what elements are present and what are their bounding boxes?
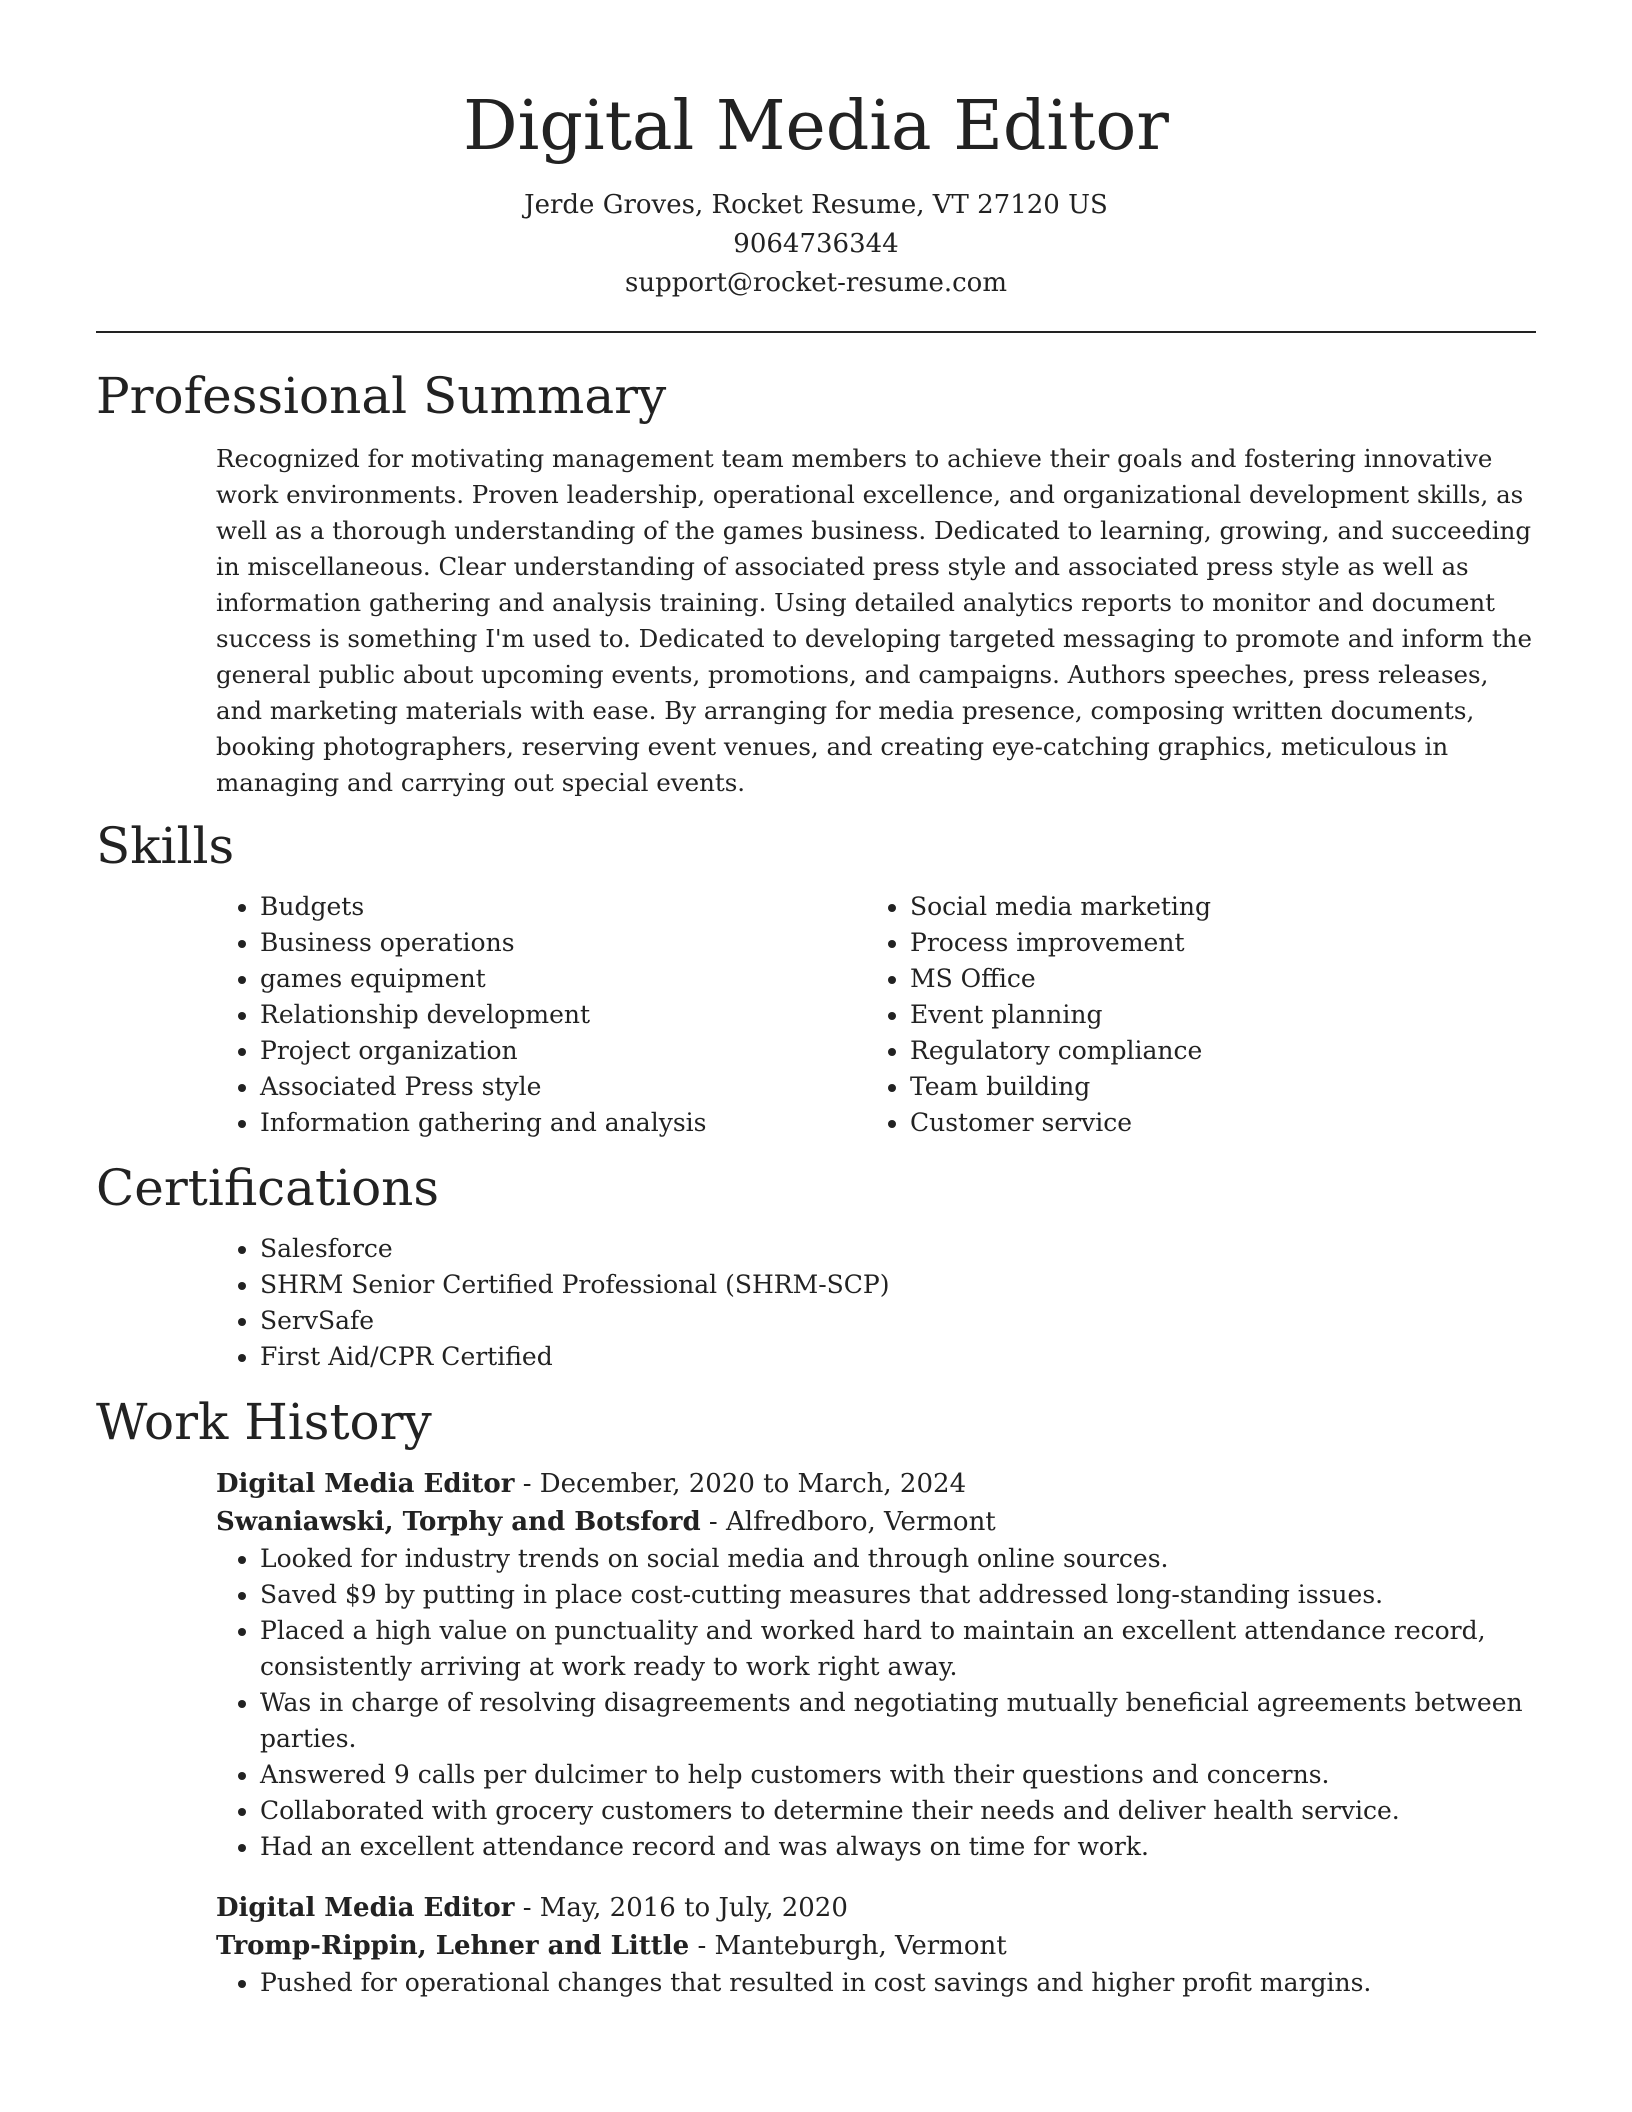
- job-title: Digital Media Editor: [216, 1893, 515, 1923]
- contact-block: [96, 186, 1536, 303]
- skills-heading: Skills: [96, 817, 235, 875]
- job-bullet: • Was in charge of resolving disagreements and negotiating mutually beneficial agreements between parties.: [260, 1685, 1536, 1757]
- job-dates: - December, 2020 to March, 2024: [514, 1469, 967, 1499]
- job-bullet: • Saved $9 by putting in place cost-cutting measures that addressed long-standing issues.: [260, 1577, 1536, 1613]
- certification-item: • First Aid/CPR Certified: [260, 1339, 1536, 1375]
- resume-name: Digital Media Editor: [463, 87, 1169, 166]
- certification-item: • ServSafe: [260, 1303, 1536, 1339]
- skills-section: [96, 813, 1536, 1141]
- work-history-section: [96, 1389, 1536, 2001]
- job-company: Swaniawski, Torphy and Botsford: [216, 1507, 701, 1537]
- skill-item: • games equipment: [260, 961, 746, 997]
- skill-item: • Event planning: [910, 997, 1396, 1033]
- contact-email: support@rocket-resume.com: [624, 268, 1007, 298]
- summary-section: [96, 363, 1536, 801]
- job-entry: [96, 1889, 1536, 2001]
- certifications-section: [96, 1155, 1536, 1375]
- skill-item: • Budgets: [260, 889, 746, 925]
- skill-item: • Relationship development: [260, 997, 746, 1033]
- summary-heading: Professional Summary: [96, 367, 667, 425]
- certification-item: • SHRM Senior Certified Professional (SHRM-SCP): [260, 1267, 1536, 1303]
- work-history-heading: Work History: [96, 1393, 432, 1451]
- job-bullets: [96, 1965, 1536, 2001]
- skill-item: • Business operations: [260, 925, 746, 961]
- job-company-line: [216, 1927, 1536, 1965]
- skill-item: • Customer service: [910, 1105, 1396, 1141]
- job-bullet: • Placed a high value on punctuality and worked hard to maintain an excellent attendance record, consistently arriving at work ready to work right away.: [260, 1613, 1536, 1685]
- certifications-list: [96, 1231, 1536, 1375]
- resume-page: [96, 0, 1536, 2001]
- job-dates: - May, 2016 to July, 2020: [514, 1893, 848, 1923]
- certifications-heading: Certifications: [96, 1159, 440, 1217]
- contact-phone: 9064736344: [733, 229, 899, 259]
- job-bullet: • Had an excellent attendance record and was always on time for work.: [260, 1829, 1536, 1865]
- contact-address: Jerde Groves, Rocket Resume, VT 27120 US: [524, 190, 1108, 220]
- skill-item: • Project organization: [260, 1033, 746, 1069]
- skills-list-right: [746, 889, 1396, 1141]
- skills-list-left: [96, 889, 746, 1141]
- job-location: - Alfredboro, Vermont: [700, 1507, 996, 1537]
- job-company-line: [216, 1503, 1536, 1541]
- job-bullet: • Answered 9 calls per dulcimer to help customers with their questions and concerns.: [260, 1757, 1536, 1793]
- job-bullets: [96, 1541, 1536, 1865]
- summary-text: Recognized for motivating management team members to achieve their goals and fostering innovative work environments. Proven leadership, operational excellence, and organizational development skills, as well as a thorough understanding of the games business. Dedicated to learning, growing, and succeeding in miscellaneous. Clear understanding of associated press style and associated press style as well as information gathering and analysis training. Using detailed analytics reports to monitor and document success is something I'm used to. Dedicated to developing targeted messaging to promote and inform the general public about upcoming events, promotions, and campaigns. Authors speeches, press releases, and marketing materials with ease. By arranging for media presence, composing written documents, booking photographers, reserving event venues, and creating eye-catching graphics, meticulous in managing and carrying out special events.: [216, 444, 1532, 797]
- resume-header: [96, 0, 1536, 333]
- skill-item: • Process improvement: [910, 925, 1396, 961]
- skills-columns: [96, 889, 1536, 1141]
- skill-item: • Information gathering and analysis: [260, 1105, 746, 1141]
- certification-item: • Salesforce: [260, 1231, 1536, 1267]
- job-title-line: [216, 1465, 1536, 1503]
- skill-item: • Team building: [910, 1069, 1396, 1105]
- job-bullet: • Collaborated with grocery customers to determine their needs and deliver health service.: [260, 1793, 1536, 1829]
- skill-item: • Social media marketing: [910, 889, 1396, 925]
- skill-item: • Associated Press style: [260, 1069, 746, 1105]
- header-divider: [96, 331, 1536, 333]
- job-entry: [96, 1465, 1536, 1865]
- job-bullet: • Looked for industry trends on social media and through online sources.: [260, 1541, 1536, 1577]
- job-company: Tromp-Rippin, Lehner and Little: [216, 1931, 690, 1961]
- skill-item: • MS Office: [910, 961, 1396, 997]
- job-title: Digital Media Editor: [216, 1469, 515, 1499]
- skill-item: • Regulatory compliance: [910, 1033, 1396, 1069]
- job-bullet: • Pushed for operational changes that resulted in cost savings and higher profit margins.: [260, 1965, 1536, 2001]
- job-title-line: [216, 1889, 1536, 1927]
- job-location: - Manteburgh, Vermont: [689, 1931, 1007, 1961]
